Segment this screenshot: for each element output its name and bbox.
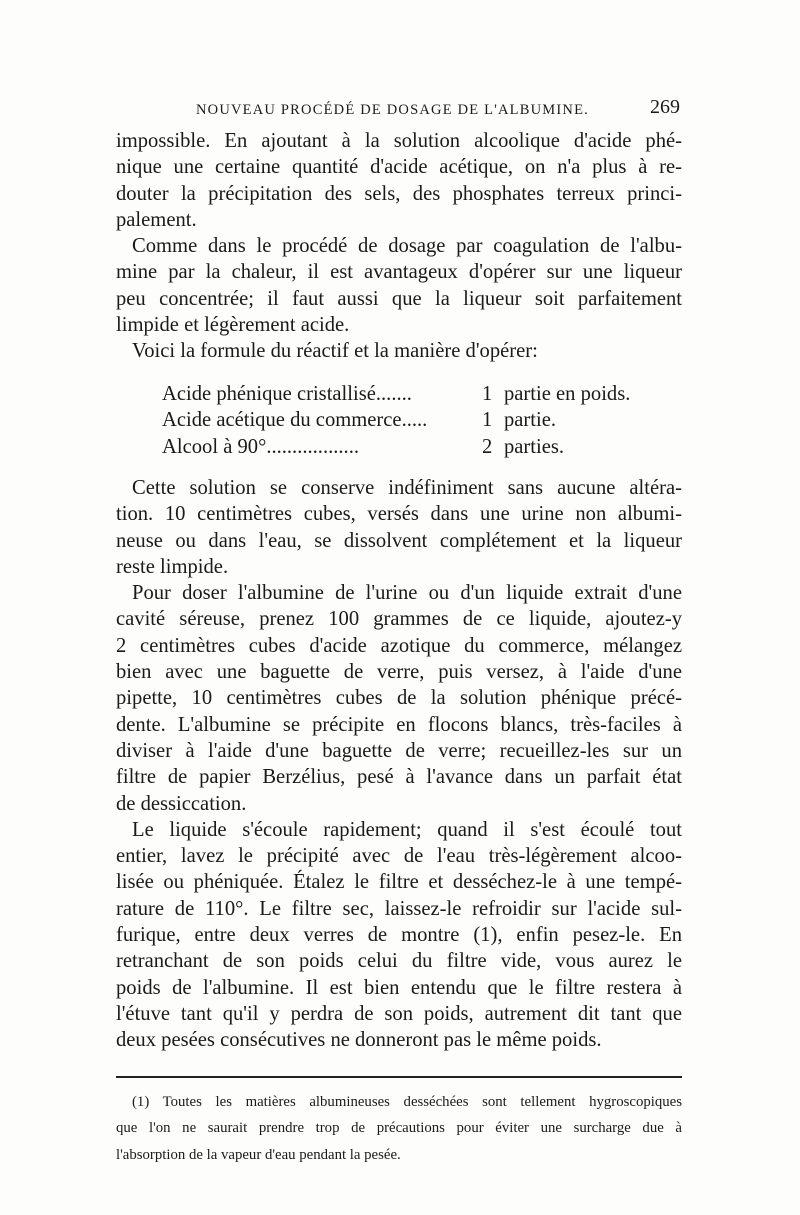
text-line: deux pesées consécutives ne donneront pas le même poids.: [116, 1029, 602, 1052]
page-header: [116, 96, 682, 126]
text-line: palement.: [116, 208, 197, 231]
formula-unit: partie.: [504, 409, 557, 432]
page-number: 269: [650, 96, 680, 118]
paragraph-5: [116, 580, 682, 817]
text-line: filtre de papier Berzélius, pesé à l'avance dans un parfait état: [116, 766, 682, 789]
text-line: retranchant de son poids celui du filtre vide, vous aurez le: [116, 950, 682, 973]
text-line: impossible. En ajoutant à la solution alcoolique d'acide phé-: [116, 130, 682, 152]
text-line: Comme dans le procédé de dosage par coagulation de l'albu-: [132, 235, 682, 258]
text-line: reste limpide.: [116, 555, 229, 578]
footnote: [116, 1093, 682, 1172]
text-line: bien avec une baguette de verre, puis versez, à l'aide d'une: [116, 661, 682, 684]
text-line: tion. 10 centimètres cubes, versés dans une urine non albumi-: [116, 503, 682, 526]
text-line: diviser à l'aide d'une baguette de verre; recueillez-les sur un: [116, 739, 682, 762]
text-line: poids de l'albumine. Il est bien entendu que le filtre restera à: [116, 976, 682, 999]
formula-ingredient: Acide phénique cristallisé.......: [162, 383, 412, 405]
formula-row: [162, 383, 662, 409]
text-line: Le liquide s'écoule rapidement; quand il s'est écoulé tout: [132, 818, 682, 841]
running-title: NOUVEAU PROCÉDÉ DE DOSAGE DE L'ALBUMINE.: [196, 102, 589, 118]
text-line: neuse ou dans l'eau, se dissolvent complétement et la liqueur: [116, 529, 682, 552]
formula-unit: parties.: [504, 435, 565, 458]
footnote-line: que l'on ne saurait prendre trop de précautions pour éviter une surcharge due à: [116, 1120, 682, 1137]
paragraph-6: [116, 817, 682, 1054]
formula-ingredient: Alcool à 90°..................: [162, 435, 359, 458]
formula-quantity: 1: [482, 383, 493, 405]
text-line: Cette solution se conserve indéfiniment sans aucune altéra-: [132, 477, 682, 499]
text-line: cavité séreuse, prenez 100 grammes de ce liquide, ajoutez-y: [116, 608, 682, 631]
formula-ingredient: Acide acétique du commerce.....: [162, 409, 428, 432]
formula-quantity: 1: [482, 409, 493, 432]
text-line: rature de 110°. Le filtre sec, laissez-le refroidir sur l'acide sul-: [116, 897, 682, 920]
formula-unit: partie en poids.: [504, 383, 631, 405]
formula-row: [162, 409, 662, 435]
main-text-top: [116, 128, 682, 365]
paragraph-1: [116, 128, 682, 233]
text-line: dente. L'albumine se précipite en flocons blancs, très-faciles à: [116, 713, 682, 736]
text-line: lisée ou phéniquée. Étalez le filtre et desséchez-le à une tempé-: [116, 871, 682, 894]
footnote-line: (1) Toutes les matières albumineuses desséchées sont tellement hygroscopiques: [132, 1094, 682, 1110]
text-line: mine par la chaleur, il est avantageux d'opérer sur une liqueur: [116, 261, 682, 284]
text-line: entier, lavez le précipité avec de l'eau très-légèrement alcoo-: [116, 845, 682, 868]
text-line: furique, entre deux verres de montre (1), enfin pesez-le. En: [116, 924, 682, 947]
text-line: l'étuve tant qu'il y perdra de son poids, autrement dit tant que: [116, 1002, 682, 1025]
text-line: Voici la formule du réactif et la manière d'opérer:: [132, 340, 538, 363]
paragraph-3: [116, 338, 682, 364]
text-line: pipette, 10 centimètres cubes de la solution phénique précé-: [116, 687, 682, 710]
text-line: nique une certaine quantité d'acide acétique, on n'a plus à re-: [116, 156, 682, 179]
text-line: de dessiccation.: [116, 792, 247, 815]
footnote-divider: [116, 1076, 682, 1078]
paragraph-4: [116, 475, 682, 580]
paragraph-2: [116, 233, 682, 338]
main-text-bottom: [116, 475, 682, 1054]
text-line: douter la précipitation des sels, des phosphates terreux princi-: [116, 182, 682, 205]
footnote-line: l'absorption de la vapeur d'eau pendant la pesée.: [116, 1146, 401, 1163]
text-line: limpide et légèrement acide.: [116, 314, 350, 337]
formula-row: [162, 436, 662, 462]
text-line: peu concentrée; il faut aussi que la liqueur soit parfaitement: [116, 287, 682, 310]
reagent-formula: [162, 383, 662, 462]
text-line: 2 centimètres cubes d'acide azotique du commerce, mélangez: [116, 634, 682, 657]
text-line: Pour doser l'albumine de l'urine ou d'un liquide extrait d'une: [132, 582, 682, 605]
formula-quantity: 2: [482, 435, 493, 458]
